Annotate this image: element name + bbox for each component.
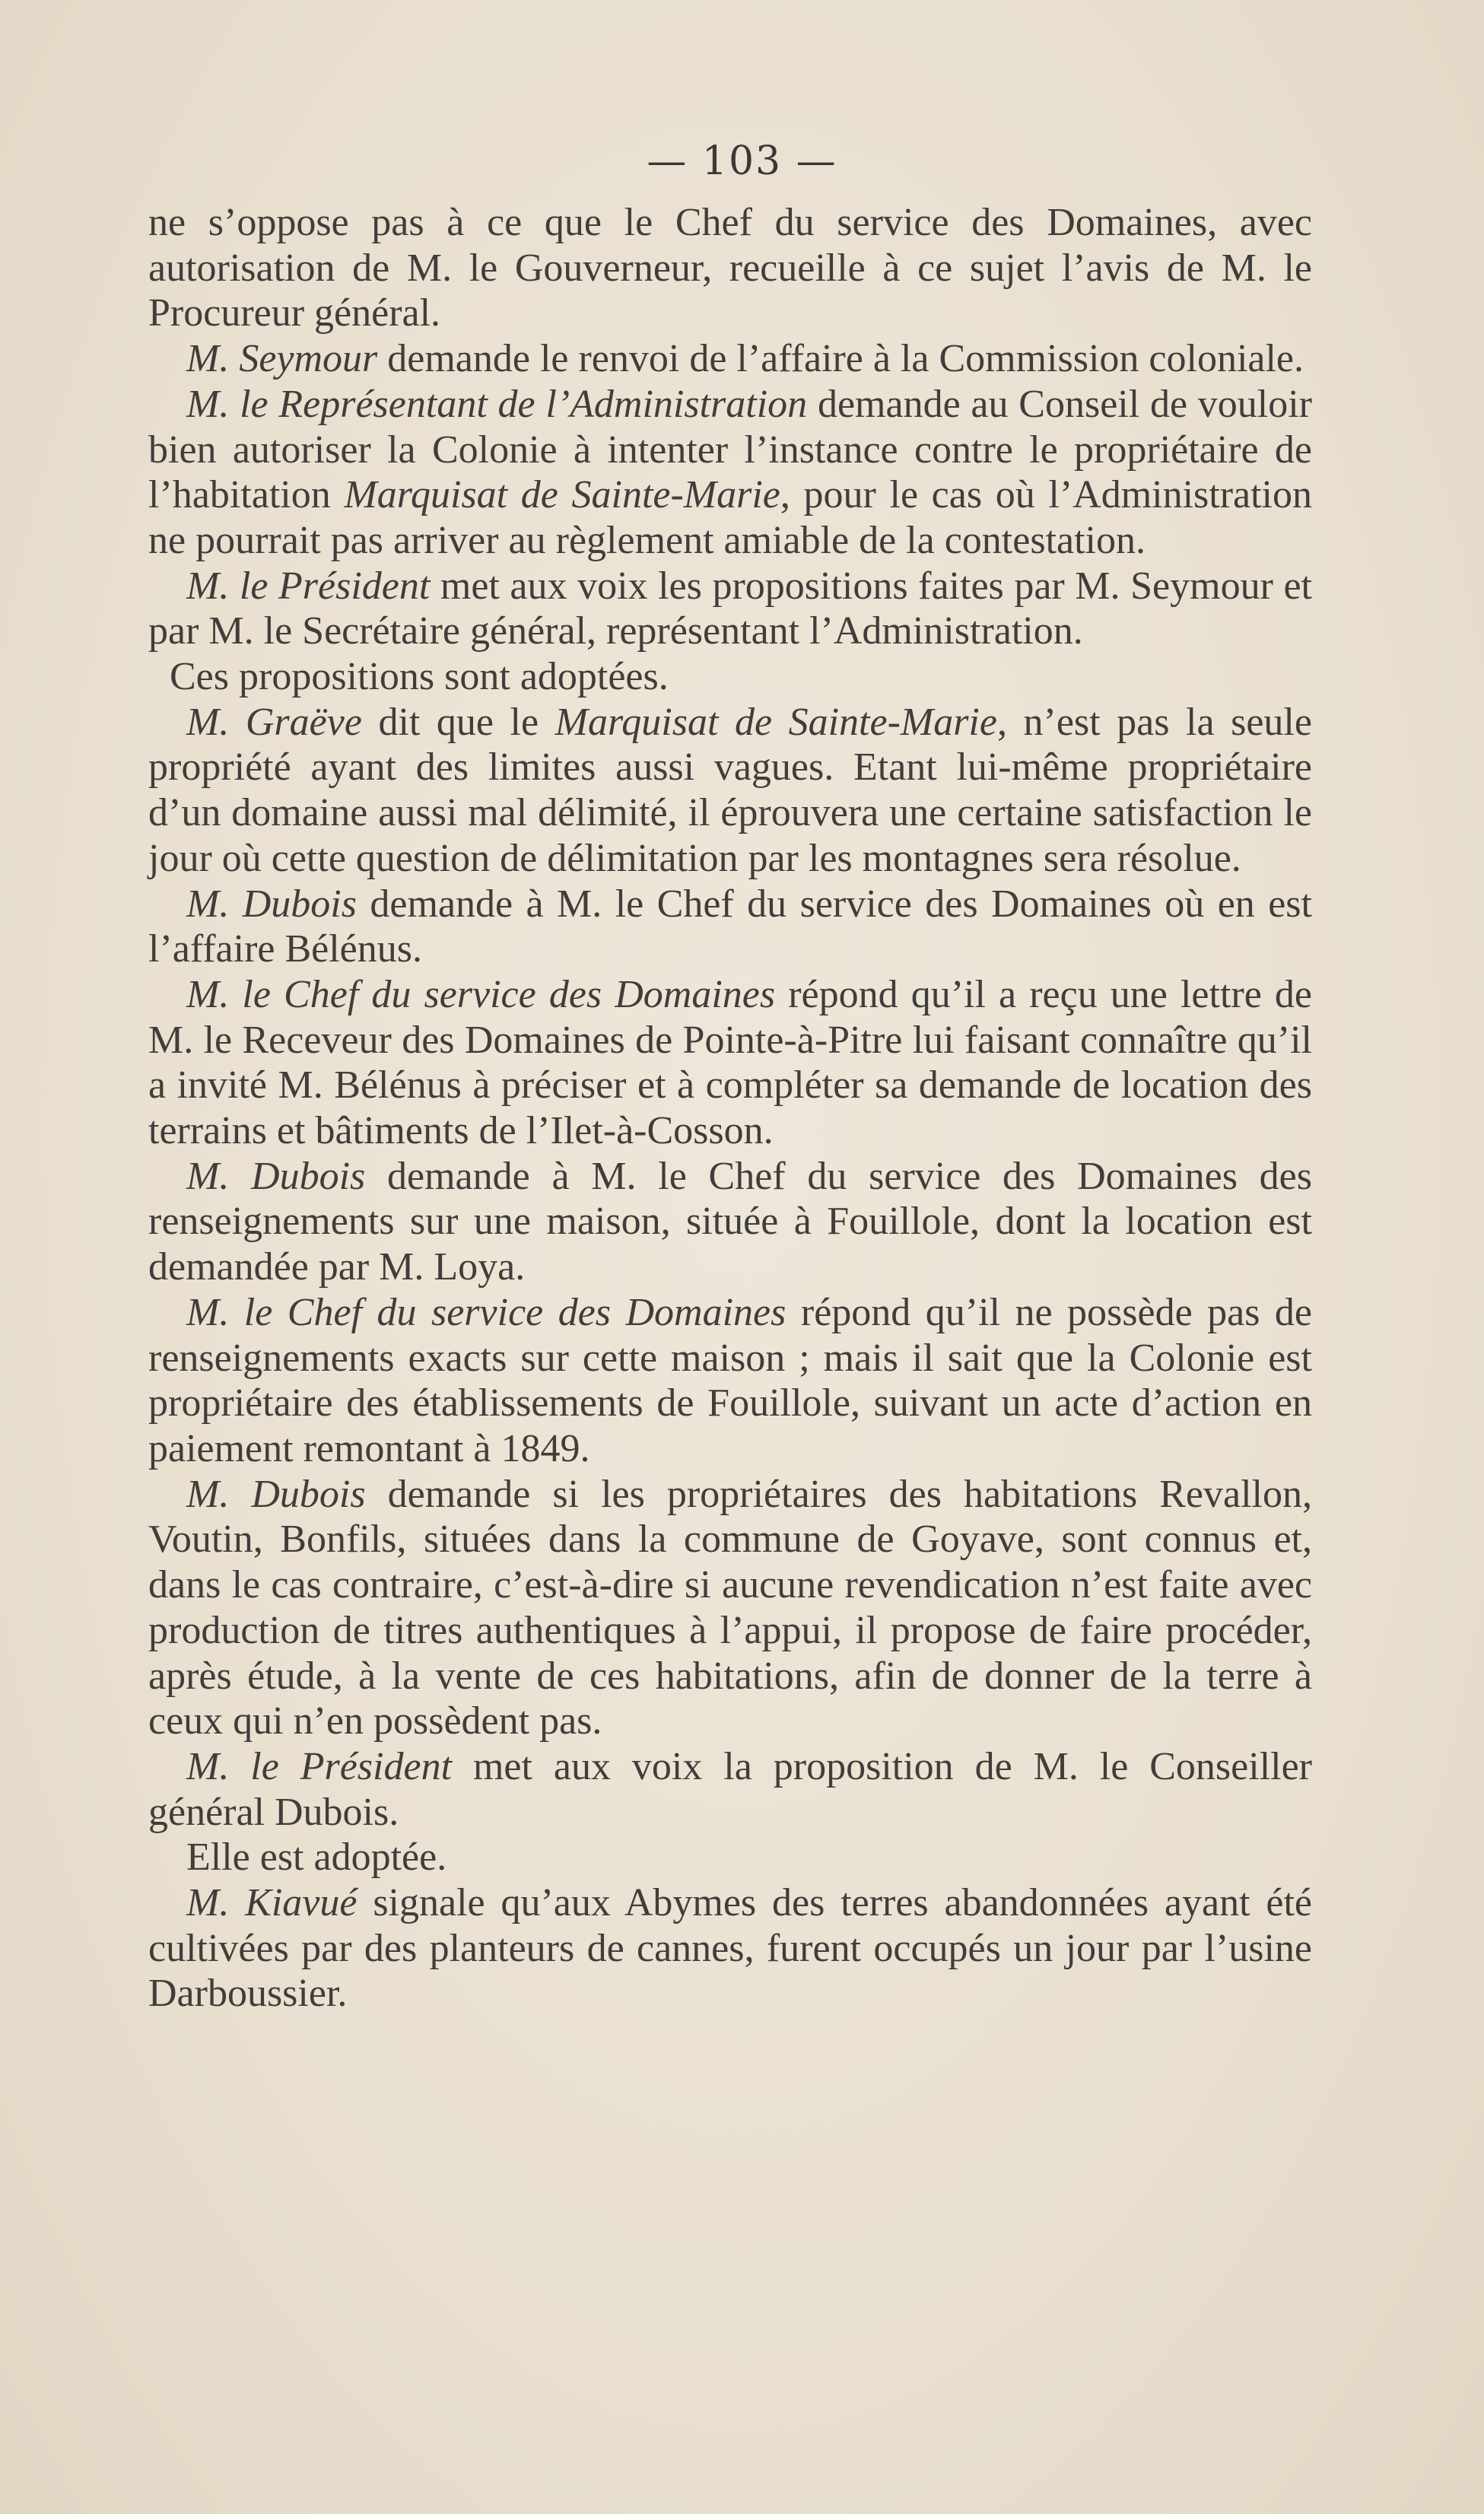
paragraph-3: [148, 382, 1312, 564]
paragraph-text: Ces propositions sont adoptées.: [170, 655, 669, 699]
minutes-text: [148, 200, 1312, 2017]
paragraph-14: [148, 1880, 1312, 2017]
paragraph-10: [148, 1290, 1312, 1472]
paragraph-text: signale qu’aux Abymes des terres abandonnées ayant été cultivées par des planteurs de cannes, furent occupés un jour par l’usine Darboussier.: [148, 1881, 1313, 2016]
paragraph-text: demande à M. le Chef du service des Domaines des renseignements sur une maison, située à Fouillole, dont la location est demandée par M. Loya.: [148, 1154, 1312, 1289]
italic-title: Marquisat de Sainte-Marie: [344, 473, 780, 517]
paragraph-text: demande le renvoi de l’affaire à la Commission coloniale.: [377, 337, 1304, 381]
speaker-name: M. le Chef du service des Domaines: [186, 972, 776, 1016]
paragraph-8: [148, 972, 1312, 1154]
paragraph-1: [148, 200, 1312, 336]
paragraph-text: demande au Conseil de vouloir bien autoriser la Colonie à intenter l’instance contre le propriétaire de l’habitation: [148, 382, 1313, 517]
paragraph-text: met aux voix les propositions faites par M. Seymour et par M. le Secrétaire général, représentant l’Administration.: [148, 564, 1312, 653]
page-number: — 103 —: [647, 138, 837, 184]
speaker-name: M. Kiavué: [186, 1881, 357, 1925]
speaker-name: M. le Représentant de l’Administration: [186, 382, 808, 426]
paragraph-11: [148, 1472, 1312, 1744]
paragraph-text-continued: , pour le cas où l’Administration ne pourrait pas arriver au règlement amiable de la contestation.: [148, 473, 1313, 562]
paragraph-text: met aux voix la proposition de M. le Conseiller général Dubois.: [148, 1744, 1312, 1834]
speaker-name: M. Dubois: [186, 1154, 366, 1198]
speaker-name: M. Graëve: [186, 700, 362, 744]
paragraph-text: demande si les propriétaires des habitations Revallon, Voutin, Bonfils, situées dans la commune de Goyave, sont connus et, dans le cas contraire, c’est-à-dire si aucune revendication n’est faite avec production de titres authentiques à l’appui, il propose de faire procéder, après étude, à la vente de ces habitations, afin de donner de la terre à ceux qui n’en possèdent pas.: [148, 1472, 1312, 1743]
paragraph-text: dit que le: [361, 700, 555, 744]
paragraph-7: [148, 882, 1312, 972]
paragraph-text: Elle est adoptée.: [186, 1835, 447, 1880]
paragraph-13: [148, 1835, 1312, 1880]
paragraph-2: [148, 336, 1312, 382]
italic-title: Marquisat de Sainte-Marie: [555, 700, 997, 744]
paragraph-6: [148, 700, 1312, 882]
speaker-name: M. le Président: [186, 1744, 453, 1788]
paragraph-text-continued: , n’est pas la seule propriété ayant des limites aussi vagues. Etant lui-même propriétaire d’un domaine aussi mal délimité, il éprouvera une certaine satisfaction le jour où cette question de délimitation par les montagnes sera résolue.: [148, 700, 1312, 880]
paragraph-text: ne s’oppose pas à ce que le Chef du service des Domaines, avec autorisation de M. le Gouverneur, recueille à ce sujet l’avis de M. le Procureur général.: [148, 201, 1312, 335]
speaker-name: M. Dubois: [186, 1472, 366, 1516]
paragraph-5: [148, 654, 1312, 700]
speaker-name: M. le Président: [186, 564, 431, 608]
paragraph-text: répond qu’il a reçu une lettre de M. le Receveur des Domaines de Pointe-à-Pitre lui faisant connaître qu’il a invité M. Bélénus à préciser et à compléter sa demande de location des terrains et bâtiments de l’Ilet-à-Cosson.: [148, 972, 1312, 1153]
paragraph-4: [148, 564, 1312, 654]
paragraph-9: [148, 1154, 1312, 1290]
paragraph-text: répond qu’il ne possède pas de renseignements exacts sur cette maison ; mais il sait que la Colonie est propriétaire des établissements de Fouillole, suivant un acte d’action en paiement remontant à 1849.: [148, 1290, 1313, 1470]
speaker-name: M. Dubois: [186, 882, 357, 926]
paragraph-12: [148, 1744, 1312, 1835]
speaker-name: M. Seymour: [186, 337, 378, 381]
speaker-name: M. le Chef du service des Domaines: [186, 1290, 786, 1334]
paragraph-text: demande à M. le Chef du service des Domaines où en est l’affaire Bélénus.: [148, 882, 1312, 971]
